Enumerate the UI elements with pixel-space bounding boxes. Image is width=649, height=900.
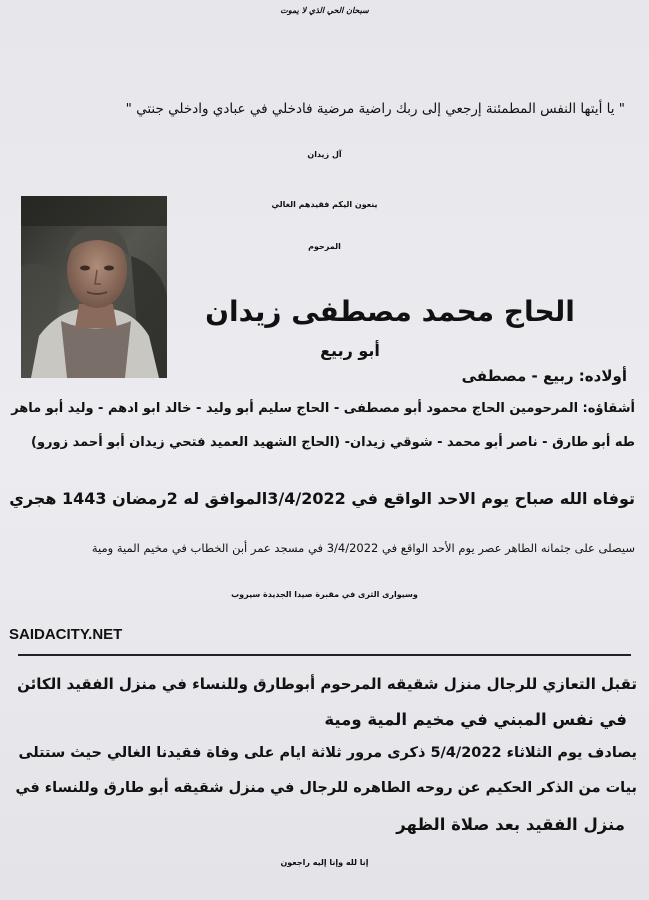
portrait-photo-icon [21, 196, 167, 378]
condolence-line-1: تقبل التعازي للرجال منزل شقيقه المرحوم أبوطارق وللنساء في منزل الفقيد الكائن [17, 675, 637, 693]
brothers-line-1: أشقاؤه: المرحومين الحاج محمود أبو مصطفى - الحاج سليم أبو وليد - خالد ابو ادهم - وليد أبو ماهر [11, 401, 635, 416]
family-name: آل زيدان [307, 150, 342, 159]
mourn-line: ينعون اليكم فقيدهم الغالي [271, 200, 378, 209]
deceased-photo [21, 196, 167, 378]
quran-verse: " يا أيتها النفس المطمئنة إرجعي إلى ربك راضية مرضية فادخلي في عبادي وادخلي جنتي " [125, 101, 625, 117]
funeral-prayer-line: سيصلى على جثمانه الطاهر عصر يوم الأحد الواقع في 3/4/2022 في مسجد عمر أبن الخطاب في مخيم المية ومية [91, 541, 635, 555]
brothers-line-2: طه أبو طارق - ناصر أبو محمد - شوقي زيدان- (الحاج الشهيد العميد فتحي زيدان أبو أحمد زورو) [31, 435, 635, 450]
condolence-line-2: في نفس المبني في مخيم المية ومية [324, 710, 627, 729]
sons-line: أولاده: ربيع - مصطفى [461, 367, 627, 385]
burial-line: وسيوارى الثرى في مقبرة صيدا الجديدة سيروب [231, 590, 418, 599]
deceased-kunya: أبو ربيع [320, 341, 380, 360]
condolence-line-3: يصادف يوم الثلاثاء 5/4/2022 ذكرى مرور ثلاثة ايام على وفاة فقيدنا الغالي حيث ستتلى [18, 745, 637, 761]
header-calligraphy: سبحان الحي الذي لا يموت [280, 5, 369, 15]
divider-line [18, 654, 631, 656]
condolence-line-4: بيات من الذكر الحكيم عن روحه الطاهره للرجال في منزل شقيقه أبو طارق وللنساء في [15, 780, 637, 796]
late-label: المرحوم [308, 242, 341, 251]
closing-verse: إنا لله وإنا إليه راجعون [280, 858, 369, 867]
deceased-name: الحاج محمد مصطفى زيدان [205, 295, 575, 328]
condolence-line-5: منزل الفقيد بعد صلاة الظهر [396, 815, 625, 834]
site-watermark: SAIDACITY.NET [9, 626, 123, 643]
death-date-line: توفاه الله صباح يوم الاحد الواقع في 3/4/2022الموافق له 2رمضان 1443 هجري [9, 489, 635, 508]
